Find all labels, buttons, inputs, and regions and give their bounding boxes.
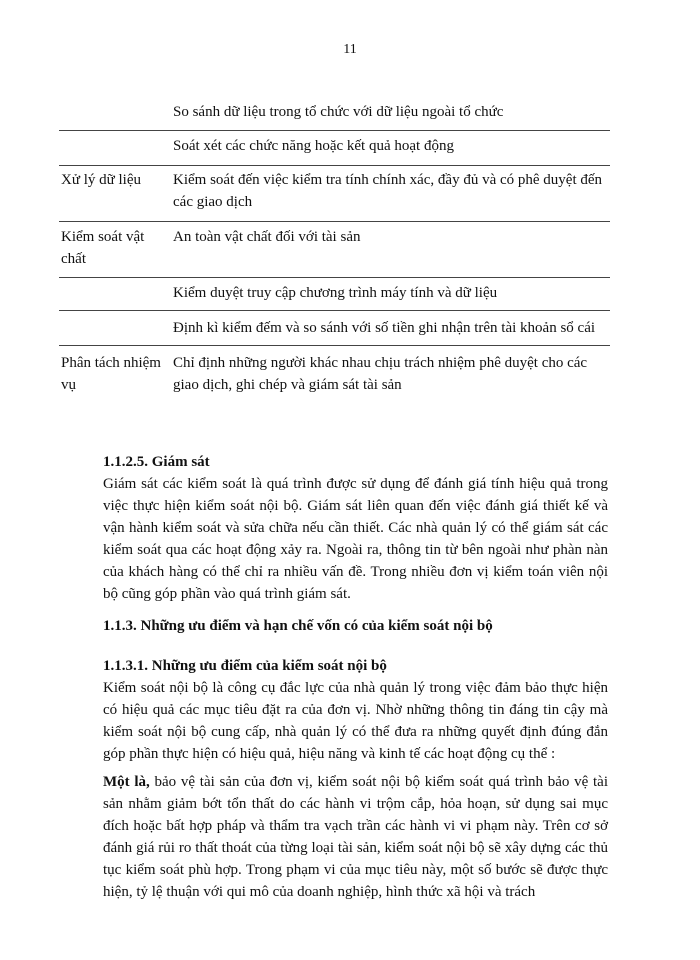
section-heading-1125: 1.1.2.5. Giám sát <box>103 454 210 470</box>
table-cell-content: Soát xét các chức năng hoặc kết quả hoạt động <box>173 138 454 154</box>
table-row <box>59 222 610 278</box>
table-row <box>59 346 610 402</box>
table-cell-content: Kiểm soát đến việc kiểm tra tính chính xác, đầy đủ và có phê duyệt đến các giao dịch <box>173 172 603 210</box>
table-row <box>59 166 610 222</box>
paragraph-monitoring: Giám sát các kiểm soát là quá trình được sử dụng để đánh giá tính hiệu quả trong việc thực hiện kiểm soát nội bộ. Giám sát liên quan đến việc đánh giá thiết kế và vận hành kiểm soát và sửa chữa nếu cần thiết. Các nhà quản lý có thể giám sát các kiểm soát qua các hoạt động xảy ra. Ngoài ra, thông tin từ bên ngoài như phàn nàn của khách hàng có thể chỉ ra nhiều vấn đề. Trong nhiều đơn vị kiểm toán viên nội bộ cũng góp phần vào quá trình giám sát. <box>103 476 608 602</box>
table-cell-content: An toàn vật chất đối với tài sản <box>173 229 361 245</box>
table-cell-content: Định kì kiểm đếm và so sánh với số tiền ghi nhận trên tài khoản sổ cái <box>173 320 596 336</box>
section-heading-1131: 1.1.3.1. Những ưu điểm của kiểm soát nội bộ <box>103 658 387 674</box>
table-cell-content: So sánh dữ liệu trong tổ chức với dữ liệu ngoài tổ chức <box>173 104 504 120</box>
table-row <box>59 278 610 311</box>
table-cell-label <box>59 101 173 123</box>
point-one-text: bảo vệ tài sản của đơn vị, kiểm soát nội bộ kiểm soát quá trình bảo vệ tài sản nhằm giảm bớt tổn thất do các hành vi trộm cắp, hỏa hoạn, sử dụng sai mục đích hoặc bất hợp pháp và thẩm tra vạch trần các hành vi vi phạm này. Trên cơ sở đánh giá rủi ro thất thoát của từng loại tài sản, kiểm soát nội bộ sẽ xây dựng các thủ tục kiểm soát phù hợp. Trong phạm vi của mục tiêu này, một số bước sẽ được thực hiện, tỷ lệ thuận với qui mô của doanh nghiệp, hình thức xã hội và trách <box>103 774 608 900</box>
table-cell-label: Kiểm soát vật chất <box>61 229 145 267</box>
page-number: 11 <box>343 42 357 57</box>
table-cell-label: Phân tách nhiệm vụ <box>61 355 161 393</box>
point-one-lead: Một là, <box>103 774 150 790</box>
table-cell-content: Chỉ định những người khác nhau chịu trách nhiệm phê duyệt cho các giao dịch, ghi chép và giám sát tài sản <box>173 355 588 393</box>
section-heading-113: 1.1.3. Những ưu điểm và hạn chế vốn có của kiểm soát nội bộ <box>103 618 493 634</box>
table-cell-label <box>59 135 173 157</box>
table-cell-label: Xử lý dữ liệu <box>61 172 142 188</box>
table-cell-label <box>59 282 173 304</box>
table-row <box>59 131 610 166</box>
paragraph-advantages: Kiểm soát nội bộ là công cụ đắc lực của nhà quản lý trong việc đảm bảo thực hiện có hiệu quả các mục tiêu đặt ra của đơn vị. Nhờ những thông tin đáng tin cậy mà kiểm soát nội bộ cung cấp, nhà quản lý có thể đưa ra những quyết định đúng đắn góp phần thực hiện có hiệu quả, hiệu năng và kinh tế các hoạt động cụ thể : <box>103 680 608 762</box>
table-cell-content: Kiểm duyệt truy cập chương trình máy tính và dữ liệu <box>173 285 498 301</box>
control-activities-table <box>59 95 610 402</box>
paragraph-point-one <box>103 771 608 903</box>
table-row <box>59 311 610 346</box>
table-cell-label <box>59 317 173 339</box>
table-row <box>59 95 610 131</box>
